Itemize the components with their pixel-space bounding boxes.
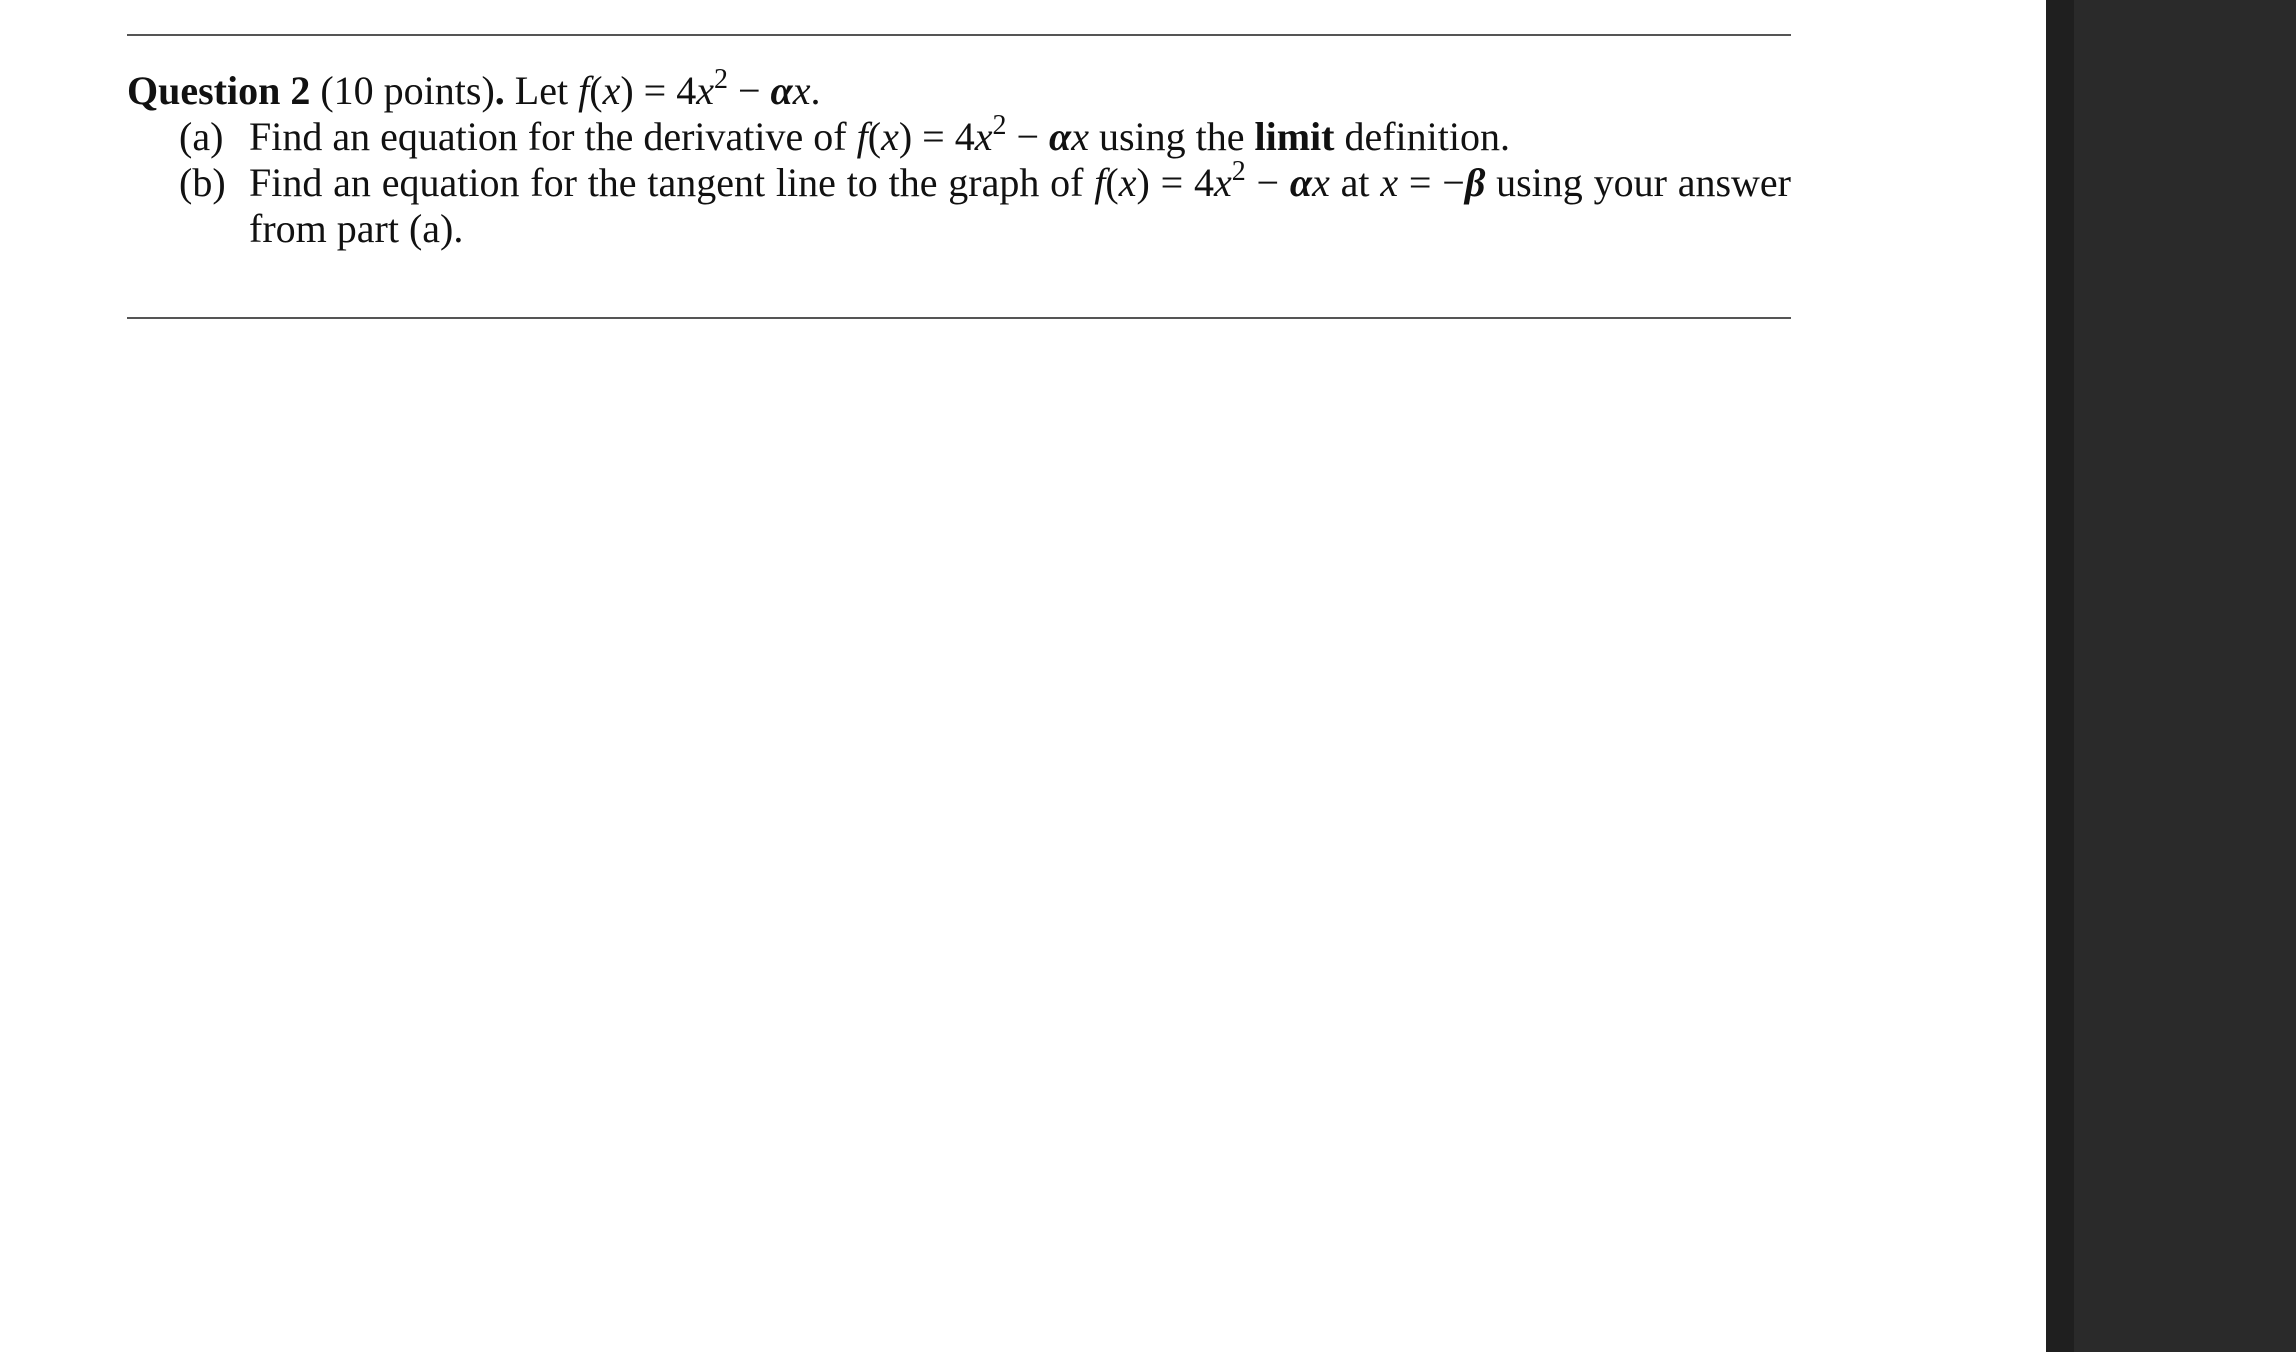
question-block [127, 64, 1792, 252]
question-header [127, 64, 1791, 114]
part-a [127, 110, 1791, 160]
part-b-x-linear: x [1312, 160, 1330, 205]
question-function [578, 64, 821, 113]
part-a-limit-word: limit [1254, 114, 1335, 159]
top-divider [127, 34, 1791, 36]
math-x: x [602, 68, 621, 113]
part-a-label: (a) [179, 114, 224, 159]
dark-side-panel [2074, 0, 2296, 1352]
part-a-equals-four: ) = 4 [898, 114, 975, 159]
part-b [127, 156, 1792, 252]
part-b-equals-four: ) = 4 [1136, 160, 1214, 205]
part-b-math-x-point: x [1380, 160, 1399, 205]
math-exponent: 2 [713, 64, 728, 95]
part-b-x-squared-base: x [1213, 160, 1232, 205]
part-a-minus: − [1006, 114, 1050, 159]
part-a-math-x: x [881, 114, 899, 159]
math-minus: − [727, 68, 771, 113]
part-a-x-squared-base: x [974, 114, 993, 159]
part-a-math-f: f [856, 114, 868, 159]
question-title: Question 2 [127, 68, 311, 113]
math-x-squared-base: x [696, 68, 714, 113]
math-equals-four: ) = 4 [620, 68, 697, 113]
math-f: f [578, 68, 590, 113]
part-a-text-2: using the [1088, 114, 1255, 159]
part-a-exponent: 2 [992, 110, 1007, 141]
part-b-text-1: Find an equation for the tangent line to the graph of [249, 160, 1095, 205]
part-a-text-3: definition. [1334, 114, 1511, 159]
part-b-paren-open: ( [1105, 160, 1119, 205]
part-b-text [249, 156, 1792, 252]
part-b-exponent: 2 [1231, 156, 1246, 187]
part-b-alpha: α [1289, 160, 1313, 205]
part-b-math-x: x [1118, 160, 1137, 205]
math-period: . [810, 68, 821, 113]
question-points: (10 points) [320, 68, 495, 113]
part-b-beta: β [1464, 160, 1486, 205]
part-b-equals-minus: = − [1398, 160, 1465, 205]
part-b-minus: − [1245, 160, 1290, 205]
part-a-text-1: Find an equation for the derivative of [249, 114, 857, 159]
math-paren-open: ( [589, 68, 603, 113]
part-a-paren-open: ( [867, 114, 882, 159]
part-b-text-3: using your answer from part (a). [249, 160, 1792, 251]
sidebar-edge [2046, 0, 2074, 1352]
math-alpha: α [770, 68, 793, 113]
part-b-text-2: at [1329, 160, 1381, 205]
question-intro-word: Let [514, 68, 569, 113]
part-a-alpha: α [1049, 114, 1072, 159]
bottom-divider [127, 317, 1791, 319]
part-a-text [249, 110, 1791, 160]
part-b-label: (b) [179, 160, 226, 205]
math-x-linear: x [792, 68, 811, 113]
part-b-math-f: f [1094, 160, 1106, 205]
question-title-dot: . [494, 68, 505, 113]
part-a-x-linear: x [1071, 114, 1089, 159]
